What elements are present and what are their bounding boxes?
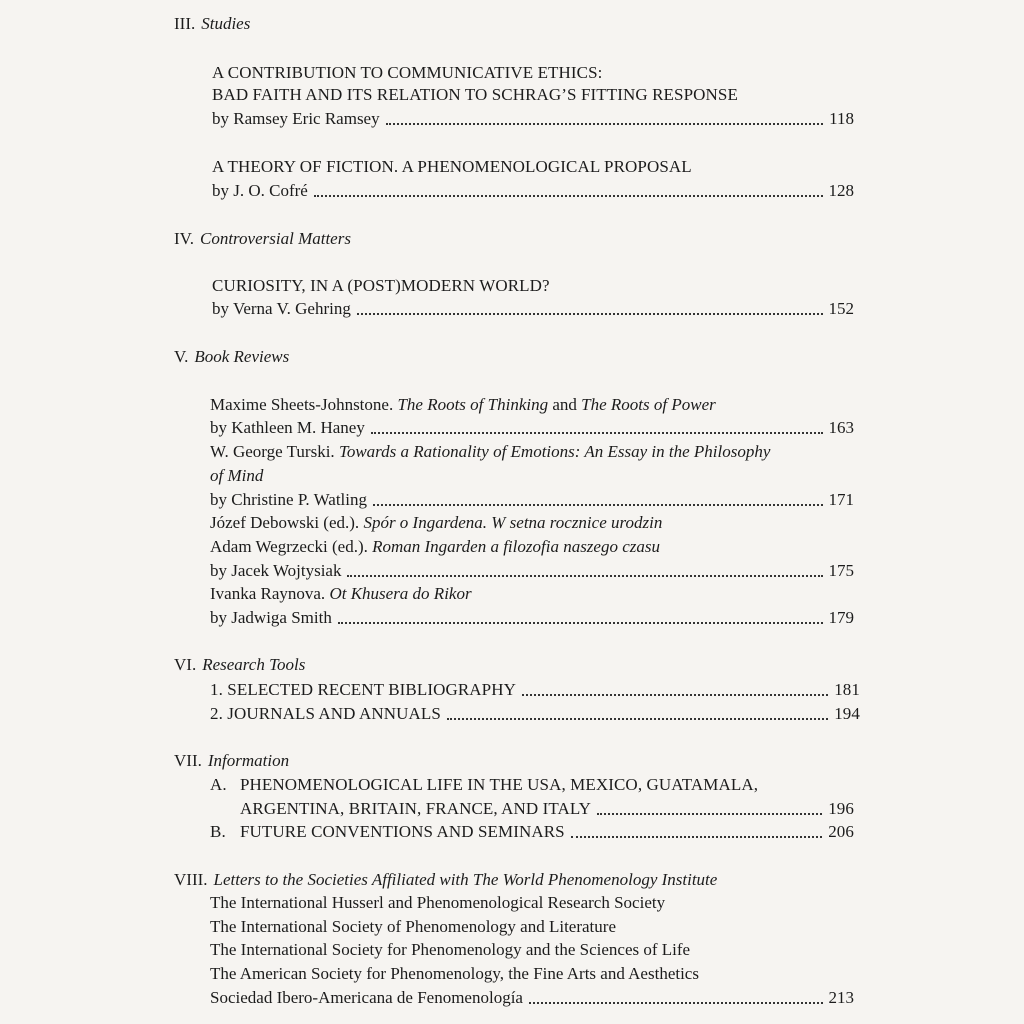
byline: by Verna V. Gehring — [212, 299, 351, 318]
toc-entry-phenomenological-life[interactable] — [240, 798, 854, 820]
section-title: Letters to the Societies Affiliated with The World Phenomenology Institute — [213, 870, 718, 889]
section-number: VIII. — [174, 870, 208, 889]
review-book-title: The Roots of Power — [581, 395, 716, 414]
page-number: 196 — [828, 799, 854, 818]
page-number: 171 — [828, 490, 854, 509]
section-number: VII. — [174, 751, 202, 770]
dot-leader — [314, 195, 823, 197]
review-book-title: The Roots of Thinking — [397, 395, 549, 414]
byline: by J. O. Cofré — [212, 181, 308, 200]
entry-label: 1. SELECTED RECENT BIBLIOGRAPHY — [210, 680, 516, 699]
page-number: 175 — [828, 561, 854, 580]
entry-marker: B. — [210, 822, 226, 841]
review-author: Maxime Sheets-Johnstone. — [210, 395, 394, 414]
review-book-line — [210, 512, 662, 534]
dot-leader — [373, 504, 823, 506]
review-book-title: Ot Khusera do Rikor — [329, 584, 472, 603]
review-book-line — [210, 441, 770, 463]
byline: by Ramsey Eric Ramsey — [212, 109, 380, 128]
section-heading-information — [174, 751, 289, 771]
byline: by Jadwiga Smith — [210, 608, 332, 627]
toc-entry-cofre[interactable] — [212, 180, 854, 202]
review-book-line — [210, 394, 716, 416]
review-book-title: Roman Ingarden a filozofia naszego czasu — [372, 537, 660, 556]
byline: by Jacek Wojtysiak — [210, 561, 342, 580]
review-book-title: Spór o Ingardena. W setna rocznice urodzin — [363, 513, 663, 532]
dot-leader — [371, 432, 823, 434]
page-number: 128 — [828, 181, 854, 200]
page-number: 206 — [828, 822, 854, 841]
dot-leader — [522, 694, 828, 696]
study-title-line: A THEORY OF FICTION. A PHENOMENOLOGICAL PROPOSAL — [212, 157, 692, 176]
dot-leader — [347, 575, 822, 577]
section-number: VI. — [174, 655, 197, 674]
section-number: III. — [174, 14, 196, 33]
section-heading-book-reviews — [174, 347, 289, 367]
dot-leader — [529, 1002, 823, 1004]
society-name: The International Husserl and Phenomenological Research Society — [210, 893, 666, 912]
section-number: V. — [174, 347, 189, 366]
dot-leader — [386, 123, 824, 125]
dot-leader — [597, 813, 822, 815]
review-author: Adam Wegrzecki (ed.). — [210, 537, 368, 556]
section-heading-studies — [174, 14, 250, 34]
society-name: Sociedad Ibero-Americana de Fenomenología — [210, 988, 523, 1007]
section-title: Controversial Matters — [200, 229, 351, 248]
section-title: Book Reviews — [194, 347, 290, 366]
toc-entry-bibliography[interactable] — [210, 679, 860, 701]
society-name: The International Society for Phenomenology and the Sciences of Life — [210, 940, 691, 959]
dot-leader — [571, 836, 822, 838]
study-title-line: BAD FAITH AND ITS RELATION TO SCHRAG’S FITTING RESPONSE — [212, 85, 738, 104]
review-book-title: Towards a Rationality of Emotions: An Essay in the Philosophy — [338, 442, 771, 461]
section-heading-research-tools — [174, 655, 305, 675]
page-number: 118 — [829, 109, 854, 128]
dot-leader — [338, 622, 823, 624]
section-heading-controversial-matters — [174, 229, 351, 249]
entry-label: PHENOMENOLOGICAL LIFE IN THE USA, MEXICO, GUATAMALA, — [240, 775, 759, 794]
toc-entry-sociedad[interactable] — [210, 987, 854, 1009]
byline: by Kathleen M. Haney — [210, 418, 365, 437]
review-conjunction: and — [552, 395, 577, 414]
section-title: Information — [207, 751, 290, 770]
page-number: 213 — [828, 988, 854, 1007]
review-author: Ivanka Raynova. — [210, 584, 326, 603]
info-entry-a-line — [210, 774, 758, 796]
dot-leader — [447, 718, 828, 720]
entry-marker: A. — [210, 775, 227, 794]
entry-label: 2. JOURNALS AND ANNUALS — [210, 704, 441, 723]
study-title-line: A CONTRIBUTION TO COMMUNICATIVE ETHICS: — [212, 63, 603, 82]
entry-label: FUTURE CONVENTIONS AND SEMINARS — [240, 822, 565, 841]
article-title: CURIOSITY, IN A (POST)MODERN WORLD? — [212, 276, 550, 295]
section-number: IV. — [174, 229, 194, 248]
section-title: Research Tools — [202, 655, 306, 674]
review-author: Józef Debowski (ed.). — [210, 513, 360, 532]
review-author: W. George Turski. — [210, 442, 335, 461]
toc-entry-wojtysiak[interactable] — [210, 560, 854, 582]
toc-entry-ramsey[interactable] — [212, 108, 854, 130]
toc-entry-gehring[interactable] — [212, 298, 854, 320]
page-number: 152 — [828, 299, 854, 318]
review-book-line — [210, 536, 660, 558]
toc-entry-journals[interactable] — [210, 703, 860, 725]
byline: by Christine P. Watling — [210, 490, 367, 509]
toc-entry-smith[interactable] — [210, 607, 854, 629]
entry-label-group — [210, 821, 565, 843]
review-book-line — [210, 583, 472, 605]
page-number: 181 — [834, 680, 860, 699]
page-number: 179 — [828, 608, 854, 627]
toc-entry-haney[interactable] — [210, 417, 854, 439]
society-name: The American Society for Phenomenology, the Fine Arts and Aesthetics — [210, 964, 699, 983]
toc-entry-watling[interactable] — [210, 489, 854, 511]
section-heading-letters — [174, 870, 717, 890]
page-number: 194 — [834, 704, 860, 723]
entry-label: ARGENTINA, BRITAIN, FRANCE, AND ITALY — [240, 799, 592, 818]
page-number: 163 — [828, 418, 854, 437]
review-book-title-continued: of Mind — [210, 466, 264, 485]
dot-leader — [357, 313, 823, 315]
section-title: Studies — [201, 14, 251, 33]
society-name: The International Society of Phenomenology and Literature — [210, 917, 616, 936]
toc-entry-future-conventions[interactable] — [210, 821, 854, 843]
